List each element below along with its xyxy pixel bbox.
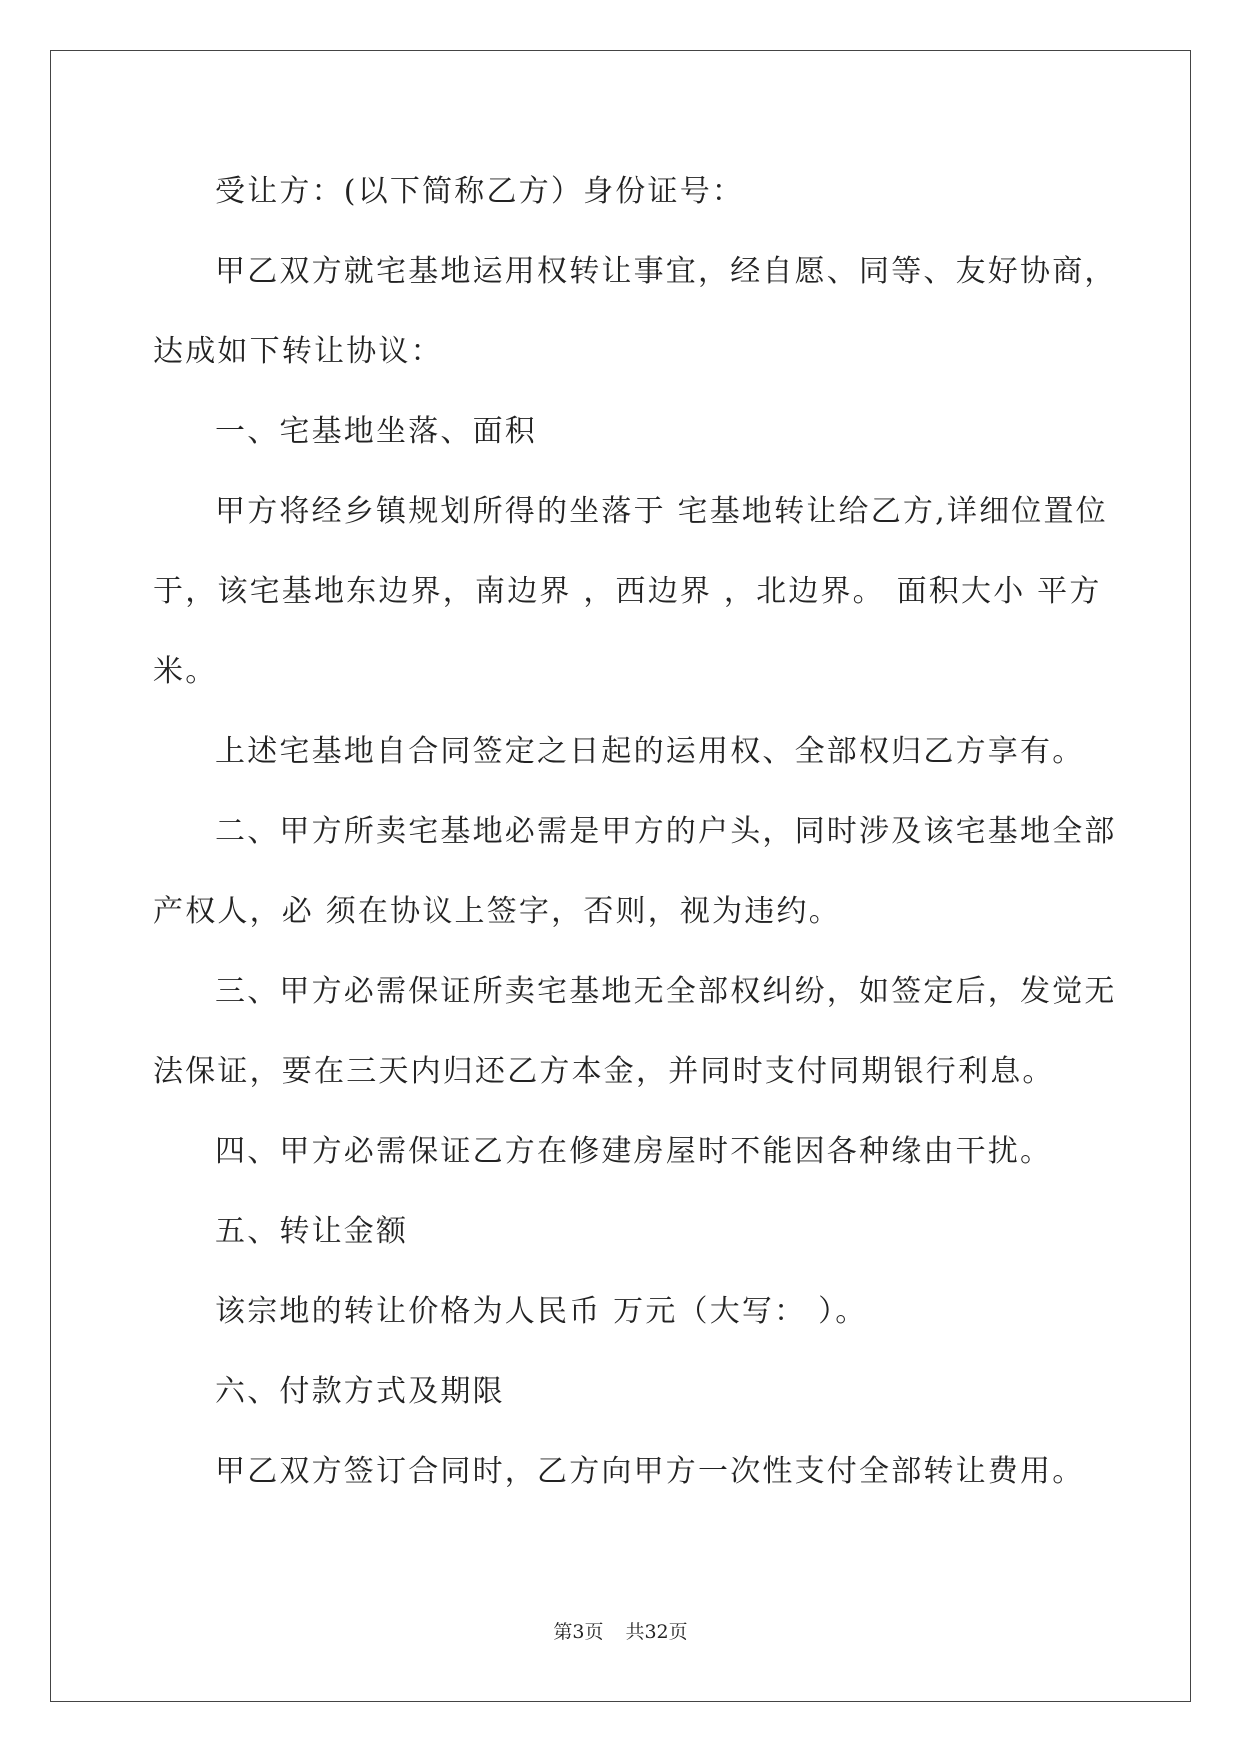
section-heading-1: 一、宅基地坐落、面积: [215, 414, 537, 449]
section-heading-4: 四、甲方必需保证乙方在修建房屋时不能因各种缘由干扰。: [215, 1134, 1053, 1169]
text-line-3: 达成如下转让协议：: [153, 334, 443, 369]
section-heading-3: 三、甲方必需保证所卖宅基地无全部权纠纷，如签定后，发觉无: [215, 974, 1117, 1009]
page-footer: [0, 1620, 1241, 1644]
text-line-2: 甲乙双方就宅基地运用权转让事宜，经自愿、同等、友好协商，: [215, 254, 1117, 289]
section-heading-2: 二、甲方所卖宅基地必需是甲方的户头，同时涉及该宅基地全部: [215, 814, 1117, 849]
text-line-8: 上述宅基地自合同签定之日起的运用权、全部权归乙方享有。: [215, 734, 1085, 769]
text-line-17: 甲乙双方签订合同时，乙方向甲方一次性支付全部转让费用。: [215, 1454, 1085, 1489]
text-line-5: 甲方将经乡镇规划所得的坐落于 宅基地转让给乙方,详细位置位: [215, 494, 1108, 529]
section-heading-5: 五、转让金额: [215, 1214, 409, 1249]
page-number-total: 共32页: [625, 1621, 688, 1643]
text-line-10: 产权人，必 须在协议上签字，否则，视为违约。: [153, 894, 841, 929]
text-line-7: 米。: [153, 654, 218, 689]
page-number-current: 第3页: [553, 1621, 604, 1643]
text-line-12: 法保证，要在三天内归还乙方本金，并同时支付同期银行利息。: [153, 1054, 1055, 1089]
section-heading-6: 六、付款方式及期限: [215, 1374, 505, 1409]
text-line-15: 该宗地的转让价格为人民币 万元（大写： ）。: [215, 1294, 868, 1329]
text-line-1: 受让方：(以下简称乙方）身份证号：: [215, 174, 745, 209]
text-line-6: 于，该宅基地东边界，南边界 ，西边界 ，北边界。 面积大小 平方: [153, 574, 1102, 609]
